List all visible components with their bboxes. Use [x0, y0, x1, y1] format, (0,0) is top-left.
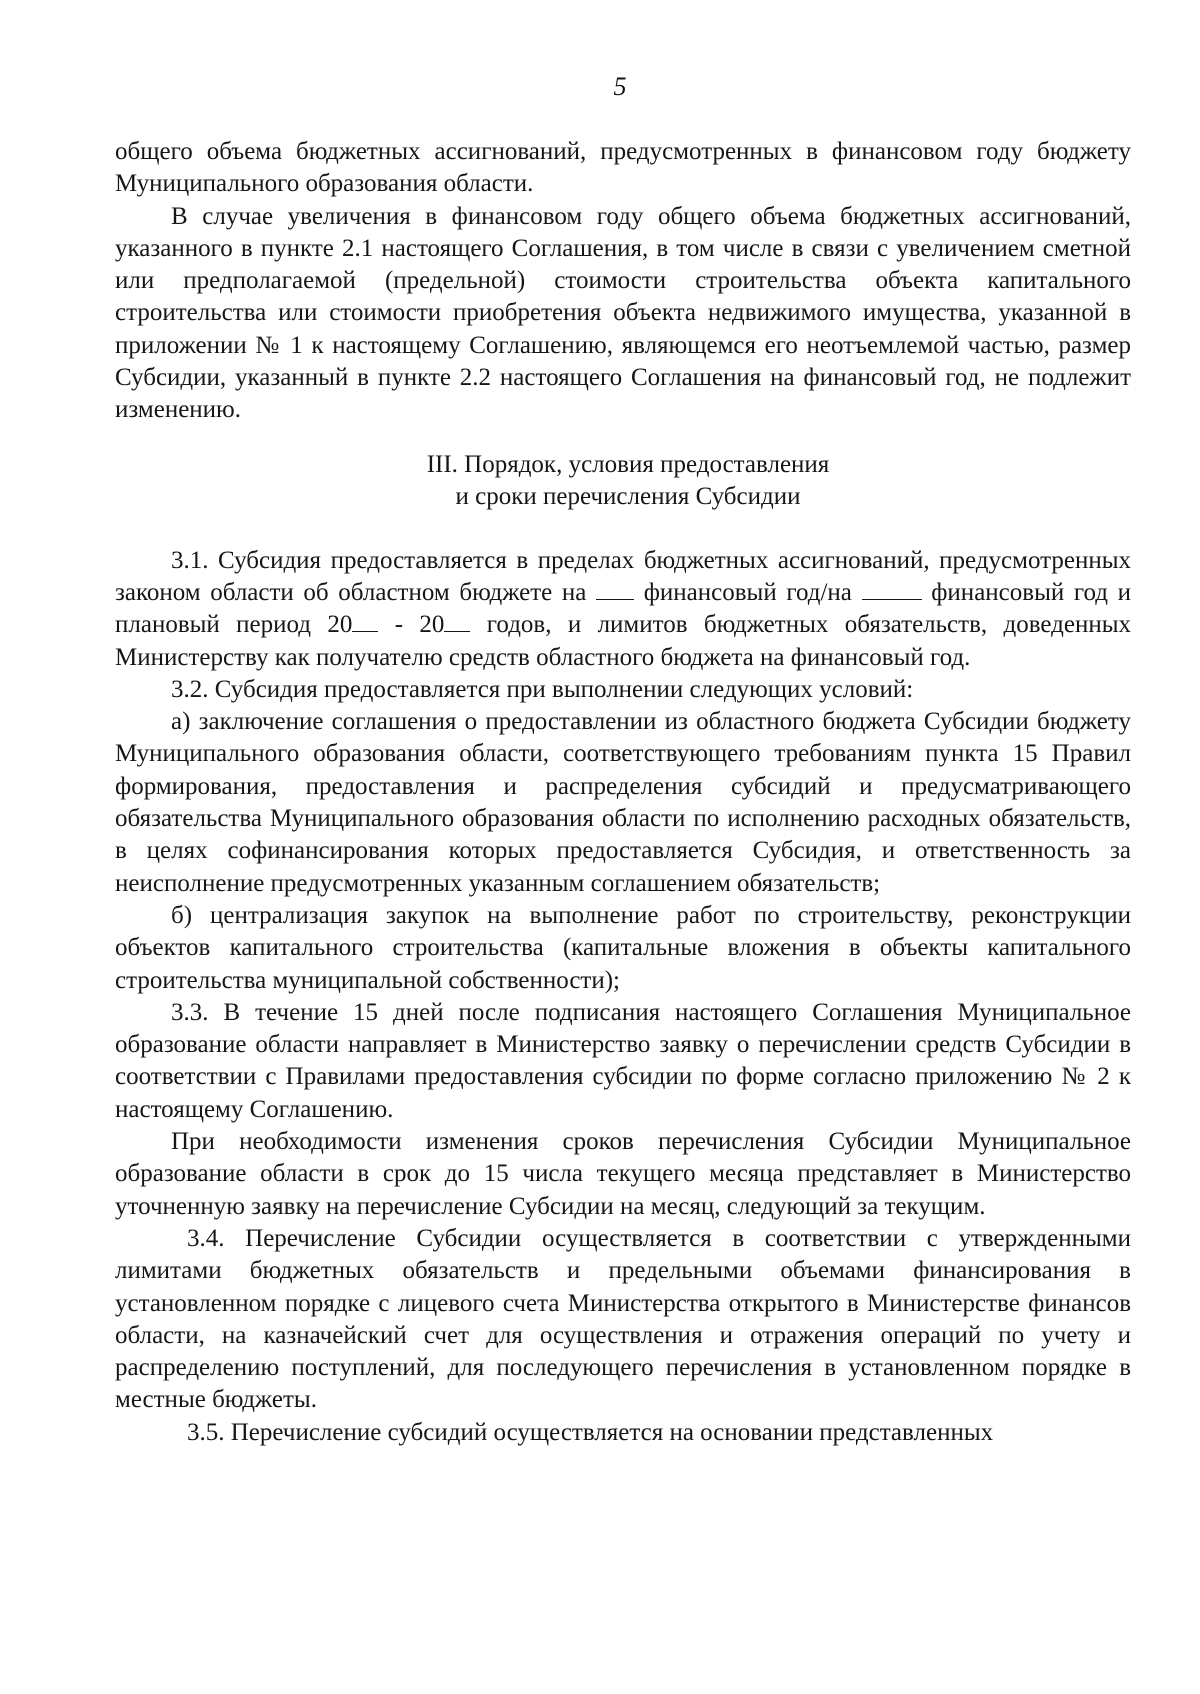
paragraph-3-1 — [115, 545, 1131, 674]
blank-field — [352, 611, 378, 632]
paragraph-3-3: 3.3. В течение 15 дней после подписания настоящего Соглашения Муниципальное образование области направляет в Министерство заявку о перечислении средств Субсидии в соответствии с Правилами предоставления субсидии по форме согласно приложению № 2 к настоящему Соглашению. — [115, 998, 1131, 1123]
document-body — [115, 136, 1131, 1449]
paragraph-3-2: 3.2. Субсидия предоставляется при выполнении следующих условий: — [171, 675, 914, 703]
section-heading — [125, 449, 1131, 513]
p31-part4: - 20 — [394, 611, 445, 639]
paragraph-condition-b: б) централизация закупок на выполнение работ по строительству, реконструкции объектов капитального строительства (капитальные вложения в объекты капитального строительства муниципальной собственности); — [115, 901, 1131, 994]
blank-field — [862, 579, 922, 600]
blank-field — [596, 579, 634, 600]
section-heading-line1: III. Порядок, условия предоставления — [426, 450, 830, 478]
blank-field — [444, 611, 470, 632]
paragraph-deadline-change: При необходимости изменения сроков перечисления Субсидии Муниципальное образование области в срок до 15 числа текущего месяца представляет в Министерство уточненную заявку на перечисление Субсидии на месяц, следующий за текущим. — [115, 1128, 1131, 1220]
p31-part3: финансовый год и плановый период 20 — [115, 578, 1132, 639]
paragraph-budget-increase: В случае увеличения в финансовом году общего объема бюджетных ассигнований, указанного в пункте 2.1 настоящего Соглашения, в том числе в связи с увеличением сметной или предполагаемой (предельной) стоимости строительства объекта капитального строительства или стоимости приобретения объекта недвижимого имущества, указанной в приложении № 1 к настоящему Соглашению, являющемся его неотъемлемой частью, размер Субсидии, указанный в пункте 2.2 настоящего Соглашения на финансовый год, не подлежит изменению. — [115, 202, 1131, 424]
paragraph-continuation: общего объема бюджетных ассигнований, предусмотренных в финансовом году бюджету Муниципального образования области. — [115, 138, 1131, 198]
paragraph-condition-a: а) заключение соглашения о предоставлении из областного бюджета Субсидии бюджету Муниципального образования области, соответствующего требованиям пункта 15 Правил формирования, предоставления и распределения субсидий и предусматривающего обязательства Муниципального образования области по исполнению расходных обязательств, в целях софинансирования которых предоставляется Субсидия, и ответственность за неисполнение предусмотренных указанным соглашением обязательств; — [115, 708, 1131, 897]
p31-part1: 3.1. Субсидия предоставляется в пределах бюджетных ассигнований, предусмотренных законом области об областном бюджете на — [115, 546, 1131, 606]
section-heading-line2: и сроки перечисления Субсидии — [455, 482, 801, 510]
paragraph-3-4: 3.4. Перечисление Субсидии осуществляется в соответствии с утвержденными лимитами бюджетных обязательств и предельными объемами финансирования в установленном порядке с лицевого счета Министерства открытого в Министерстве финансов области, на казначейский счет для осуществления и отражения операций по учету и распределению поступлений, для последующего перечисления в установленном порядке в местные бюджеты. — [115, 1224, 1131, 1414]
page-number: 5 — [613, 72, 627, 101]
p31-part2: финансовый год/на — [643, 578, 852, 606]
p31-part5: годов, и лимитов бюджетных обязательств, доведенных Министерству как получателю средств областного бюджета на финансовый год. — [115, 611, 1132, 671]
paragraph-3-5: 3.5. Перечисление субсидий осуществляется на основании представленных — [187, 1418, 994, 1446]
